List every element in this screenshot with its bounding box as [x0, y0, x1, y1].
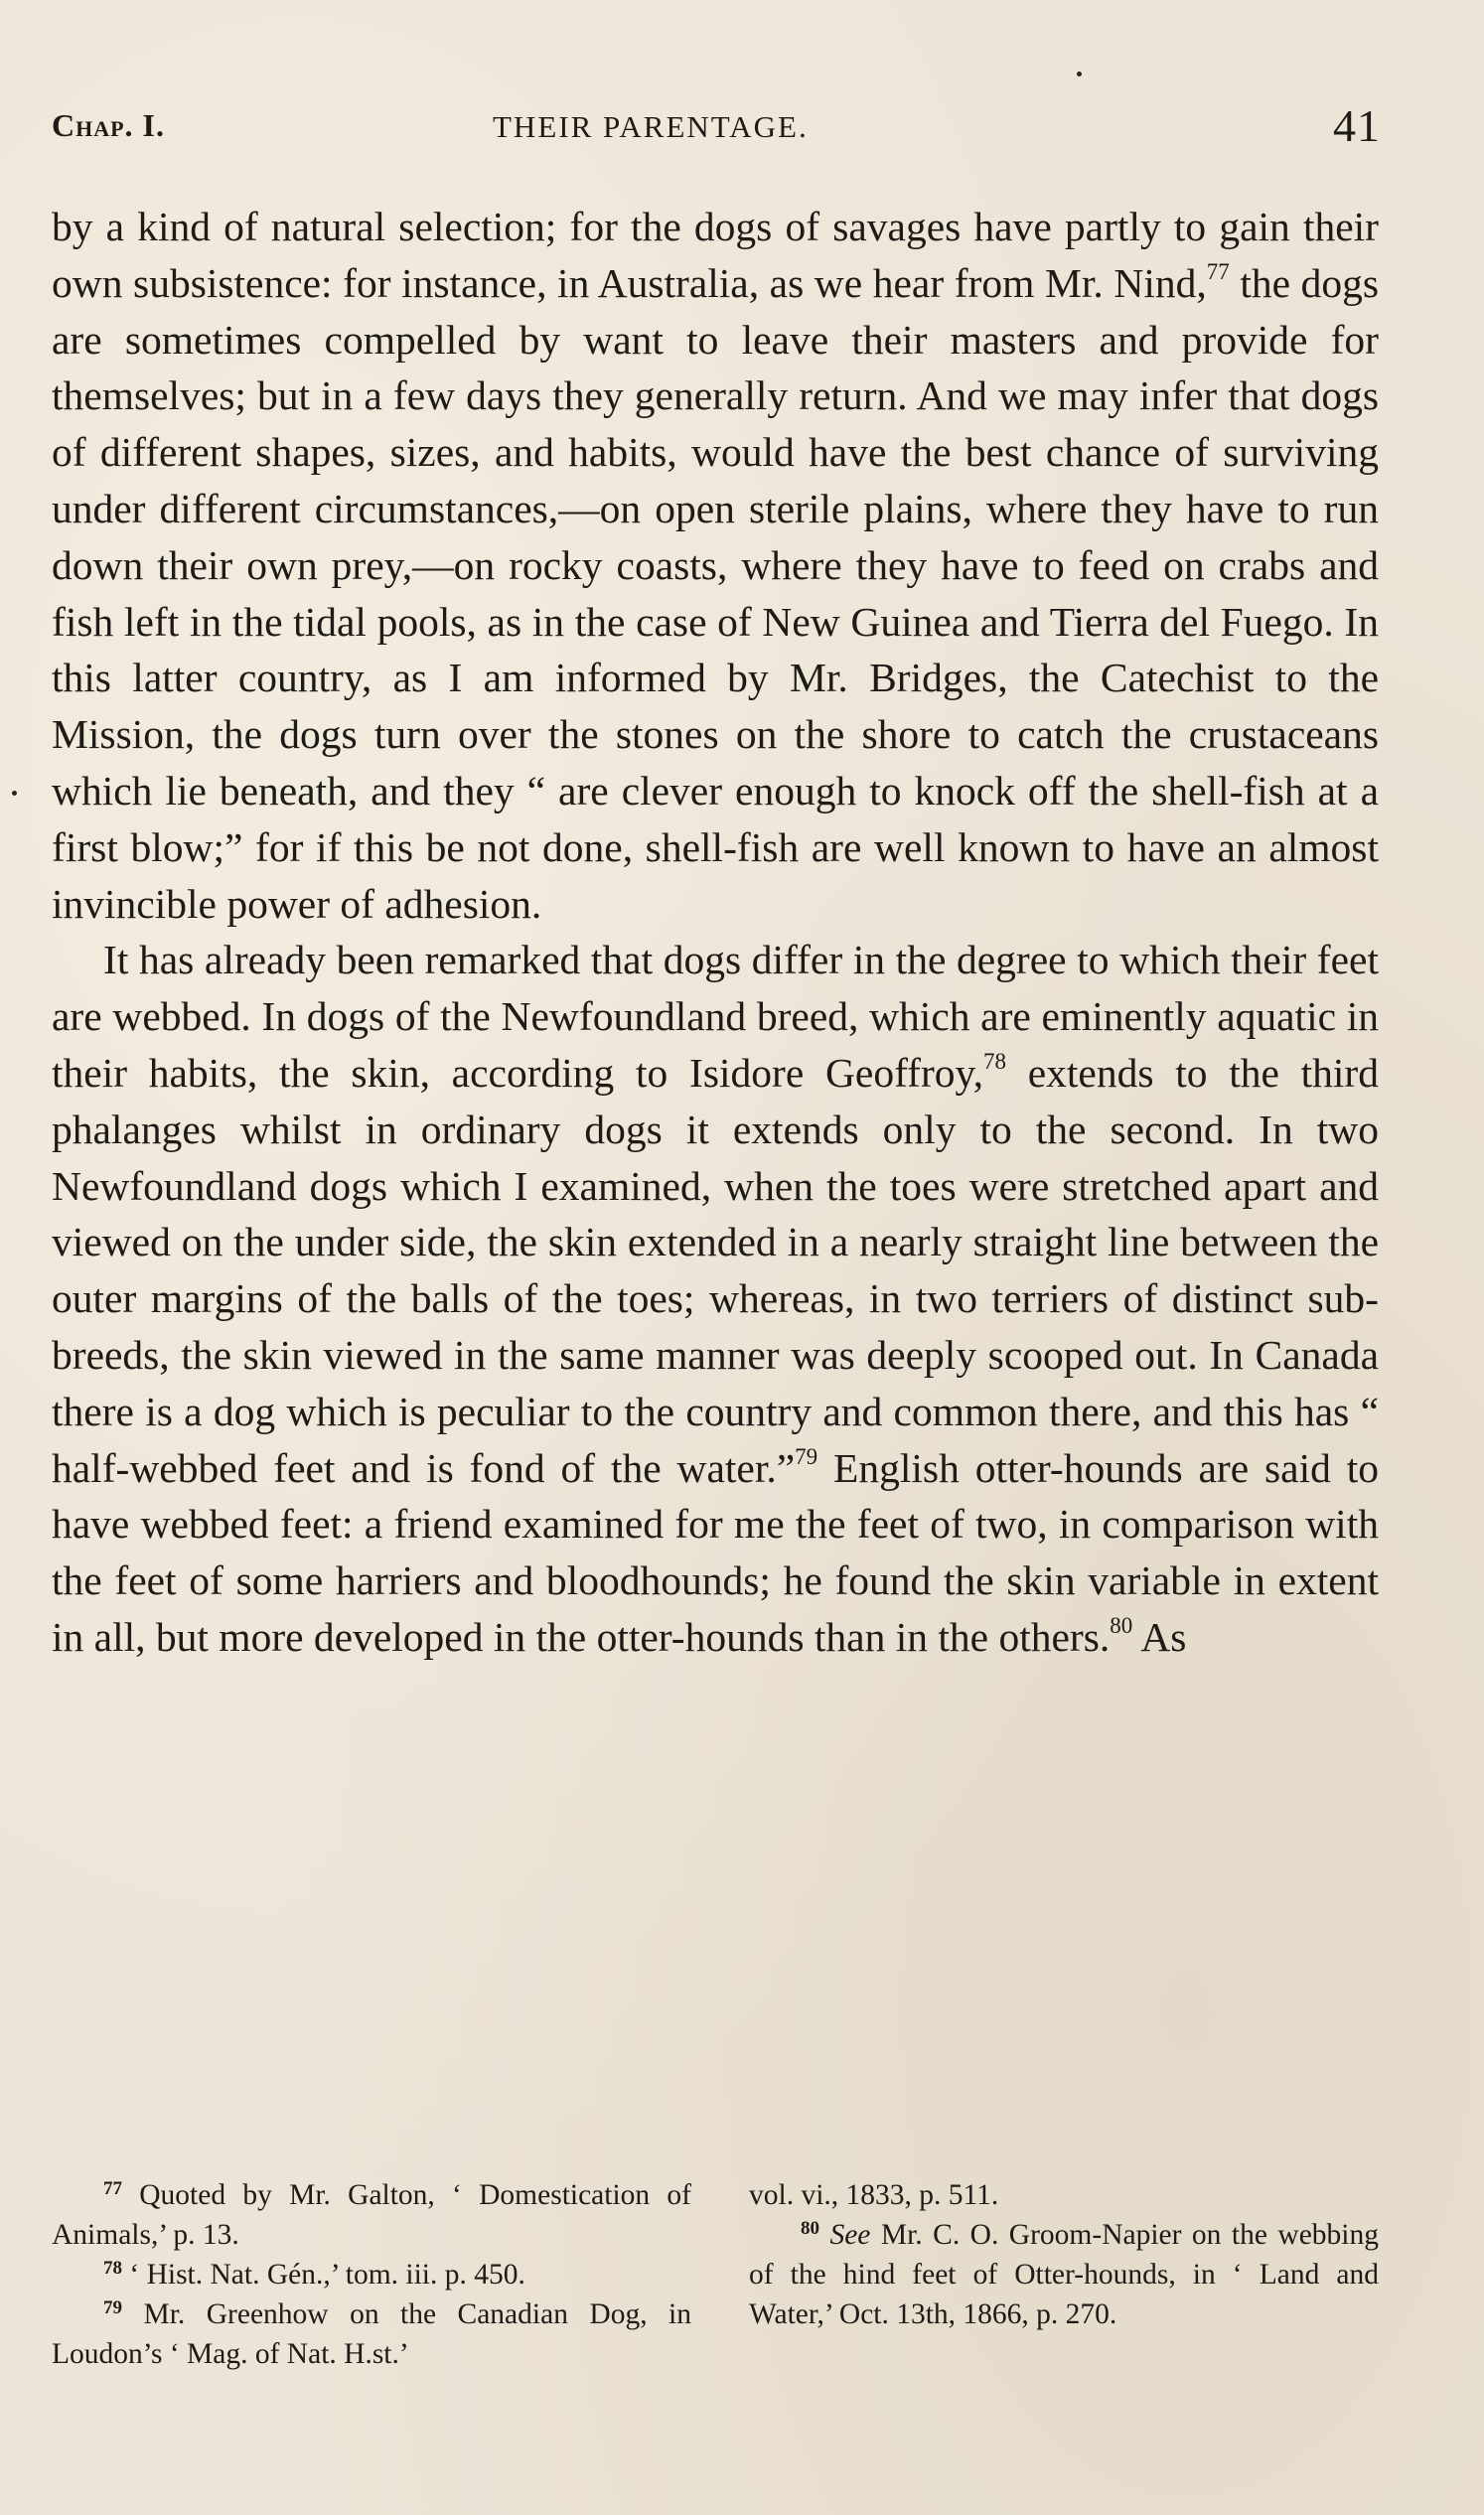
footnote-text: Mr. Greenhow on the Canadian Dog, in Loudon’s ‘ Mag. of Nat. H.st.’ [52, 2298, 691, 2370]
footnote-79-continued [749, 2175, 1379, 2215]
running-title: THEIR PARENTAGE. [493, 109, 809, 144]
footnotes-left-column [52, 2175, 691, 2374]
footnotes-right-column [749, 2175, 1379, 2334]
footnote-number: 78 [103, 2258, 122, 2279]
paragraph-1-text-b: the dogs are sometimes compelled by want to leave their masters and provide for themselves; but in a few days they generally return. And we may infer that dogs of different shapes, sizes, and habits, would have the best chance of surviving under different circumstances,—on open sterile plains, where they have to run down their own prey,—on rocky coasts, where they have to feed on crabs and fish left in the tidal pools, as in the case of New Guinea and Tierra del Fuego. In this latter country, as I am informed by Mr. Bridges, the Catechist to the Mission, the dogs turn over the stones on the shore to catch the crustaceans which lie beneath, and they “ are clever enough to knock off the shell-fish at a first blow;” for if this be not done, shell-fish are well known to have an almost invincible power of adhesion. [52, 259, 1379, 927]
paragraph-2-text-c: English otter-hounds are said to have webbed feet: a friend examined for me the feet of two, in comparison with the feet of some harriers and bloodhounds; he found the skin variable in extent in all, but more developed in the otter-hounds than in the others. [52, 1444, 1379, 1660]
paragraph-1-text-a: by a kind of natural selection; for the dogs of savages have partly to gain their own subsistence: for instance, in Australia, as we hear from Mr. Nind, [52, 204, 1379, 306]
footnote-ref-77: 77 [1206, 258, 1230, 284]
footnote-78 [52, 2255, 691, 2294]
footnote-77 [52, 2175, 691, 2255]
page-number: 41 [1333, 100, 1381, 151]
footnote-text: ‘ Hist. Nat. Gén.,’ tom. iii. p. 450. [129, 2259, 525, 2291]
running-head [52, 99, 1381, 159]
body-text [52, 199, 1379, 1666]
print-speck [1077, 72, 1082, 76]
footnote-number: 79 [103, 2297, 122, 2318]
footnote-ref-80: 80 [1110, 1612, 1133, 1638]
footnote-text: Mr. C. O. Groom-Napier on the webbing of the hind feet of Otter-hounds, in ‘ Land and Water,’ Oct. 13th, 1866, p. 270. [749, 2219, 1379, 2330]
footnote-see: See [829, 2219, 871, 2251]
footnote-text: Quoted by Mr. Galton, ‘ Domestication of Animals,’ p. 13. [52, 2179, 691, 2251]
paragraph-2-text-d: As [1132, 1613, 1187, 1660]
footnote-number: 80 [801, 2218, 819, 2239]
footnote-79 [52, 2294, 691, 2374]
footnote-text: vol. vi., 1833, p. 511. [749, 2179, 999, 2211]
footnote-80 [749, 2215, 1379, 2334]
footnote-ref-79: 79 [795, 1443, 818, 1469]
footnote-number: 77 [103, 2178, 122, 2199]
chapter-label: Chap. I. [52, 107, 166, 143]
footnote-ref-78: 78 [983, 1048, 1006, 1074]
paragraph-2-text-b: extends to the third phalanges whilst in ordinary dogs it extends only to the second. In two Newfoundland dogs which I examined, when the toes were stretched apart and viewed on the under side, the skin extended in a nearly straight line between the outer margins of the balls of the toes; whereas, in two terriers of distinct sub-breeds, the skin viewed in the same manner was deeply scooped out. In Canada there is a dog which is peculiar to the country and common there, and this has “ half-webbed feet and is fond of the water.” [52, 1049, 1379, 1491]
print-speck [12, 791, 17, 796]
paragraph-2 [52, 932, 1379, 1665]
paragraph-2-text-a: It has already been remarked that dogs differ in the degree to which their feet are webbed. In dogs of the Newfoundland breed, which are eminently aquatic in their habits, the skin, according to Isidore Geoffroy, [52, 937, 1379, 1096]
paragraph-1 [52, 199, 1379, 932]
